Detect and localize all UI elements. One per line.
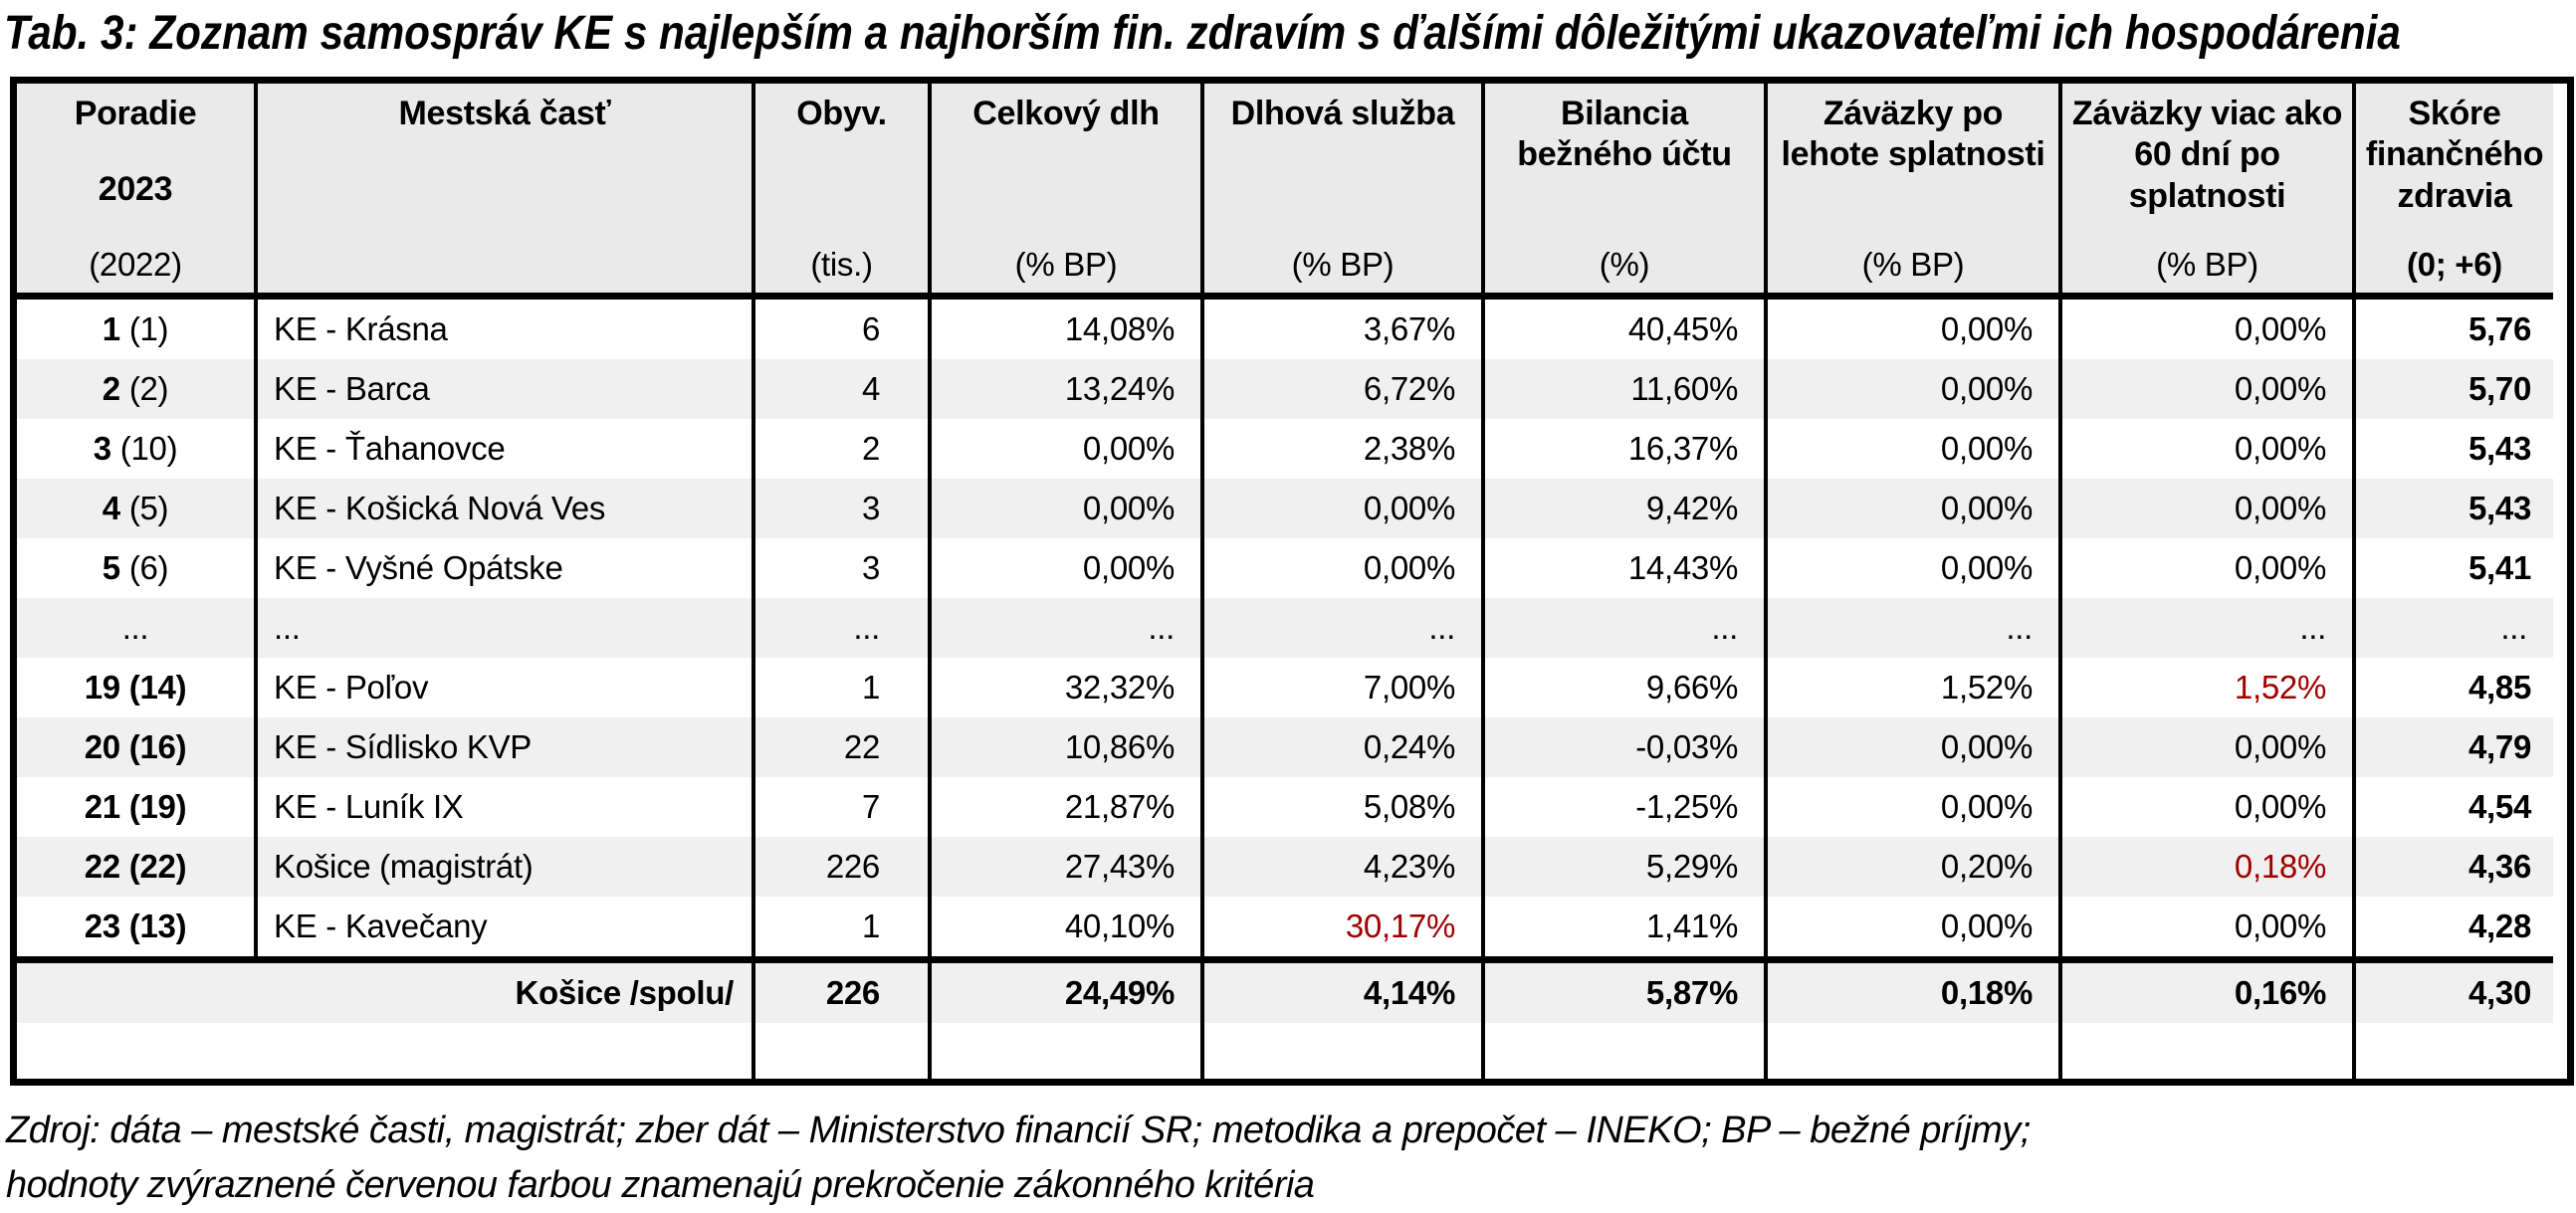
score-cell: 5,70 bbox=[2354, 359, 2553, 419]
prev-rank: (19) bbox=[128, 788, 187, 825]
overdue-60d-cell: 1,52% bbox=[2060, 658, 2354, 717]
rank-cell bbox=[17, 658, 256, 717]
header-label: Dlhová služba bbox=[1230, 95, 1455, 132]
header-zavazky-60-dni bbox=[2060, 84, 2354, 297]
total-debt-cell: 0,00% bbox=[930, 538, 1202, 598]
ellipsis-cell: ... bbox=[2354, 598, 2553, 658]
total-debt-service: 4,14% bbox=[1202, 960, 1483, 1024]
overdue-liabilities-cell: 0,00% bbox=[1766, 359, 2060, 419]
overdue-60d-cell: 0,18% bbox=[2060, 837, 2354, 897]
population-cell: 1 bbox=[753, 897, 930, 960]
municipality-cell: KE - Luník IX bbox=[256, 777, 753, 837]
table-row bbox=[17, 897, 2553, 960]
total-overdue: 0,18% bbox=[1766, 960, 2060, 1024]
score-cell: 4,85 bbox=[2354, 658, 2553, 717]
overdue-liabilities-cell: 0,00% bbox=[1766, 419, 2060, 479]
rank: 5 bbox=[102, 549, 120, 586]
prev-rank: (14) bbox=[128, 669, 187, 706]
score-cell: 5,76 bbox=[2354, 297, 2553, 360]
empty-row bbox=[17, 1023, 2553, 1079]
header-obyv bbox=[753, 84, 930, 297]
score-cell: 5,43 bbox=[2354, 419, 2553, 479]
header-unit: (tis.) bbox=[810, 245, 873, 283]
overdue-liabilities-cell: 0,00% bbox=[1766, 897, 2060, 960]
ellipsis-cell: ... bbox=[1202, 598, 1483, 658]
municipality-cell: KE - Barca bbox=[256, 359, 753, 419]
rank: 20 bbox=[84, 728, 120, 765]
municipality-cell: KE - Ťahanovce bbox=[256, 419, 753, 479]
total-debt-cell: 27,43% bbox=[930, 837, 1202, 897]
municipality-cell: KE - Poľov bbox=[256, 658, 753, 717]
prev-rank: (2) bbox=[128, 370, 169, 407]
overdue-liabilities-cell: 0,00% bbox=[1766, 479, 2060, 538]
empty-cell bbox=[17, 1023, 753, 1079]
debt-service-cell: 0,00% bbox=[1202, 538, 1483, 598]
header-year: 2023 bbox=[98, 169, 173, 208]
ellipsis-cell: ... bbox=[17, 598, 256, 658]
empty-cell bbox=[930, 1023, 1202, 1079]
overdue-liabilities-cell: 0,00% bbox=[1766, 777, 2060, 837]
total-row bbox=[17, 960, 2553, 1024]
current-balance-cell: 11,60% bbox=[1483, 359, 1766, 419]
population-cell: 1 bbox=[753, 658, 930, 717]
header-bilancia bbox=[1483, 84, 1766, 297]
population-cell: 2 bbox=[753, 419, 930, 479]
header-label: Celkový dlh bbox=[972, 95, 1160, 132]
ellipsis-cell: ... bbox=[753, 598, 930, 658]
source-line-2: hodnoty zvýraznené červenou farbou znamenajú prekročenie zákonného kritéria bbox=[6, 1164, 1315, 1207]
rank: 1 bbox=[102, 310, 120, 347]
debt-service-cell: 7,00% bbox=[1202, 658, 1483, 717]
prev-rank: (16) bbox=[128, 728, 187, 765]
empty-cell bbox=[1202, 1023, 1483, 1079]
header-zavazky-po-lehote bbox=[1766, 84, 2060, 297]
table-header bbox=[17, 84, 2553, 297]
score-cell: 5,43 bbox=[2354, 479, 2553, 538]
rank: 2 bbox=[102, 370, 120, 407]
overdue-60d-cell: 0,00% bbox=[2060, 297, 2354, 360]
population-cell: 22 bbox=[753, 717, 930, 777]
header-poradie bbox=[17, 84, 256, 297]
total-population: 226 bbox=[753, 960, 930, 1024]
header-unit: (% BP) bbox=[1291, 245, 1395, 283]
population-cell: 4 bbox=[753, 359, 930, 419]
source-note bbox=[6, 1104, 2576, 1213]
rank-cell bbox=[17, 359, 256, 419]
debt-service-cell: 4,23% bbox=[1202, 837, 1483, 897]
current-balance-cell: 9,42% bbox=[1483, 479, 1766, 538]
score-cell: 4,79 bbox=[2354, 717, 2553, 777]
prev-rank: (13) bbox=[128, 908, 187, 944]
current-balance-cell: 5,29% bbox=[1483, 837, 1766, 897]
rank-cell bbox=[17, 297, 256, 360]
current-balance-cell: 40,45% bbox=[1483, 297, 1766, 360]
table-row bbox=[17, 479, 2553, 538]
overdue-liabilities-cell: 0,00% bbox=[1766, 297, 2060, 360]
total-debt-cell: 14,08% bbox=[930, 297, 1202, 360]
municipality-cell: KE - Košická Nová Ves bbox=[256, 479, 753, 538]
municipality-cell: KE - Krásna bbox=[256, 297, 753, 360]
prev-rank: (1) bbox=[128, 310, 169, 347]
current-balance-cell: 1,41% bbox=[1483, 897, 1766, 960]
header-celkovy-dlh bbox=[930, 84, 1202, 297]
ellipsis-cell: ... bbox=[930, 598, 1202, 658]
score-cell: 4,54 bbox=[2354, 777, 2553, 837]
rank-cell bbox=[17, 837, 256, 897]
score-cell: 4,28 bbox=[2354, 897, 2553, 960]
total-debt-cell: 21,87% bbox=[930, 777, 1202, 837]
debt-service-cell: 2,38% bbox=[1202, 419, 1483, 479]
overdue-60d-cell: 0,00% bbox=[2060, 538, 2354, 598]
table-row bbox=[17, 717, 2553, 777]
population-cell: 226 bbox=[753, 837, 930, 897]
table-row bbox=[17, 777, 2553, 837]
header-label: Bilancia bežného účtu bbox=[1517, 95, 1732, 174]
empty-cell bbox=[753, 1023, 930, 1079]
total-debt: 24,49% bbox=[930, 960, 1202, 1024]
header-unit: (%) bbox=[1599, 245, 1650, 283]
overdue-60d-cell: 0,00% bbox=[2060, 897, 2354, 960]
score-cell: 4,36 bbox=[2354, 837, 2553, 897]
score-cell: 5,41 bbox=[2354, 538, 2553, 598]
prev-rank: (6) bbox=[128, 549, 169, 586]
total-debt-cell: 0,00% bbox=[930, 419, 1202, 479]
table-row bbox=[17, 837, 2553, 897]
header-label: Poradie bbox=[74, 95, 197, 132]
ellipsis-cell: ... bbox=[2060, 598, 2354, 658]
rank-cell bbox=[17, 717, 256, 777]
rank-cell bbox=[17, 538, 256, 598]
rank-cell bbox=[17, 419, 256, 479]
empty-cell bbox=[1766, 1023, 2060, 1079]
table-row bbox=[17, 359, 2553, 419]
total-debt-cell: 10,86% bbox=[930, 717, 1202, 777]
rank-cell bbox=[17, 777, 256, 837]
total-debt-cell: 40,10% bbox=[930, 897, 1202, 960]
debt-service-cell: 30,17% bbox=[1202, 897, 1483, 960]
ellipsis-cell: ... bbox=[256, 598, 753, 658]
overdue-60d-cell: 0,00% bbox=[2060, 777, 2354, 837]
rank: 23 bbox=[84, 908, 120, 944]
total-debt-cell: 0,00% bbox=[930, 479, 1202, 538]
empty-cell bbox=[2354, 1023, 2553, 1079]
overdue-60d-cell: 0,00% bbox=[2060, 419, 2354, 479]
total-debt-cell: 32,32% bbox=[930, 658, 1202, 717]
header-unit: (% BP) bbox=[1861, 245, 1965, 283]
overdue-60d-cell: 0,00% bbox=[2060, 479, 2354, 538]
current-balance-cell: -0,03% bbox=[1483, 717, 1766, 777]
header-unit: (% BP) bbox=[2156, 245, 2258, 283]
prev-rank: (22) bbox=[128, 848, 187, 885]
empty-cell bbox=[2060, 1023, 2354, 1079]
table-row bbox=[17, 658, 2553, 717]
municipality-cell: Košice (magistrát) bbox=[256, 837, 753, 897]
current-balance-cell: -1,25% bbox=[1483, 777, 1766, 837]
rank: 4 bbox=[102, 490, 120, 526]
current-balance-cell: 16,37% bbox=[1483, 419, 1766, 479]
header-skore bbox=[2354, 84, 2553, 297]
ellipsis-row bbox=[17, 598, 2553, 658]
debt-service-cell: 0,00% bbox=[1202, 479, 1483, 538]
rank: 22 bbox=[84, 848, 120, 885]
header-label: Skóre finančného zdravia bbox=[2365, 95, 2544, 215]
ellipsis-cell: ... bbox=[1483, 598, 1766, 658]
table-title: Tab. 3: Zoznam samospráv KE s najlepším a najhorším fin. zdravím s ďalšími dôležitými ukazovateľmi ich hospodárenia bbox=[4, 7, 2401, 60]
header-unit: (0; +6) bbox=[2406, 245, 2502, 283]
header-mestska-cast bbox=[256, 84, 753, 297]
rank: 3 bbox=[93, 430, 111, 467]
rank: 19 bbox=[84, 669, 120, 706]
overdue-liabilities-cell: 1,52% bbox=[1766, 658, 2060, 717]
population-cell: 6 bbox=[753, 297, 930, 360]
header-unit: (% BP) bbox=[1014, 245, 1118, 283]
overdue-liabilities-cell: 0,00% bbox=[1766, 538, 2060, 598]
table-row bbox=[17, 538, 2553, 598]
rank-cell bbox=[17, 897, 256, 960]
header-label: Záväzky po lehote splatnosti bbox=[1781, 95, 2045, 174]
debt-service-cell: 5,08% bbox=[1202, 777, 1483, 837]
total-debt-cell: 13,24% bbox=[930, 359, 1202, 419]
header-label: Mestská časť bbox=[398, 95, 611, 132]
rank: 21 bbox=[84, 788, 120, 825]
population-cell: 3 bbox=[753, 538, 930, 598]
population-cell: 3 bbox=[753, 479, 930, 538]
prev-rank: (10) bbox=[119, 430, 178, 467]
debt-service-cell: 0,24% bbox=[1202, 717, 1483, 777]
current-balance-cell: 9,66% bbox=[1483, 658, 1766, 717]
municipality-cell: KE - Kavečany bbox=[256, 897, 753, 960]
prev-rank: (5) bbox=[128, 490, 169, 526]
header-label: Obyv. bbox=[796, 95, 887, 132]
municipality-cell: KE - Sídlisko KVP bbox=[256, 717, 753, 777]
overdue-60d-cell: 0,00% bbox=[2060, 359, 2354, 419]
overdue-liabilities-cell: 0,00% bbox=[1766, 717, 2060, 777]
source-line-1: Zdroj: dáta – mestské časti, magistrát; zber dát – Ministerstvo financií SR; metodika a prepočet – INEKO; BP – bežné príjmy; bbox=[6, 1110, 2031, 1151]
municipality-cell: KE - Vyšné Opátske bbox=[256, 538, 753, 598]
overdue-60d-cell: 0,00% bbox=[2060, 717, 2354, 777]
empty-cell bbox=[1483, 1023, 1766, 1079]
header-dlhova-sluzba bbox=[1202, 84, 1483, 297]
financial-health-table bbox=[10, 77, 2574, 1086]
table-row bbox=[17, 297, 2553, 360]
debt-service-cell: 3,67% bbox=[1202, 297, 1483, 360]
total-label: Košice /spolu/ bbox=[17, 960, 753, 1024]
table-row bbox=[17, 419, 2553, 479]
current-balance-cell: 14,43% bbox=[1483, 538, 1766, 598]
debt-service-cell: 6,72% bbox=[1202, 359, 1483, 419]
population-cell: 7 bbox=[753, 777, 930, 837]
ellipsis-cell: ... bbox=[1766, 598, 2060, 658]
header-unit: (2022) bbox=[89, 245, 182, 283]
rank-cell bbox=[17, 479, 256, 538]
overdue-liabilities-cell: 0,20% bbox=[1766, 837, 2060, 897]
total-balance: 5,87% bbox=[1483, 960, 1766, 1024]
header-label: Záväzky viac ako 60 dní po splatnosti bbox=[2071, 95, 2343, 215]
total-score: 4,30 bbox=[2354, 960, 2553, 1024]
total-overdue-60d: 0,16% bbox=[2060, 960, 2354, 1024]
